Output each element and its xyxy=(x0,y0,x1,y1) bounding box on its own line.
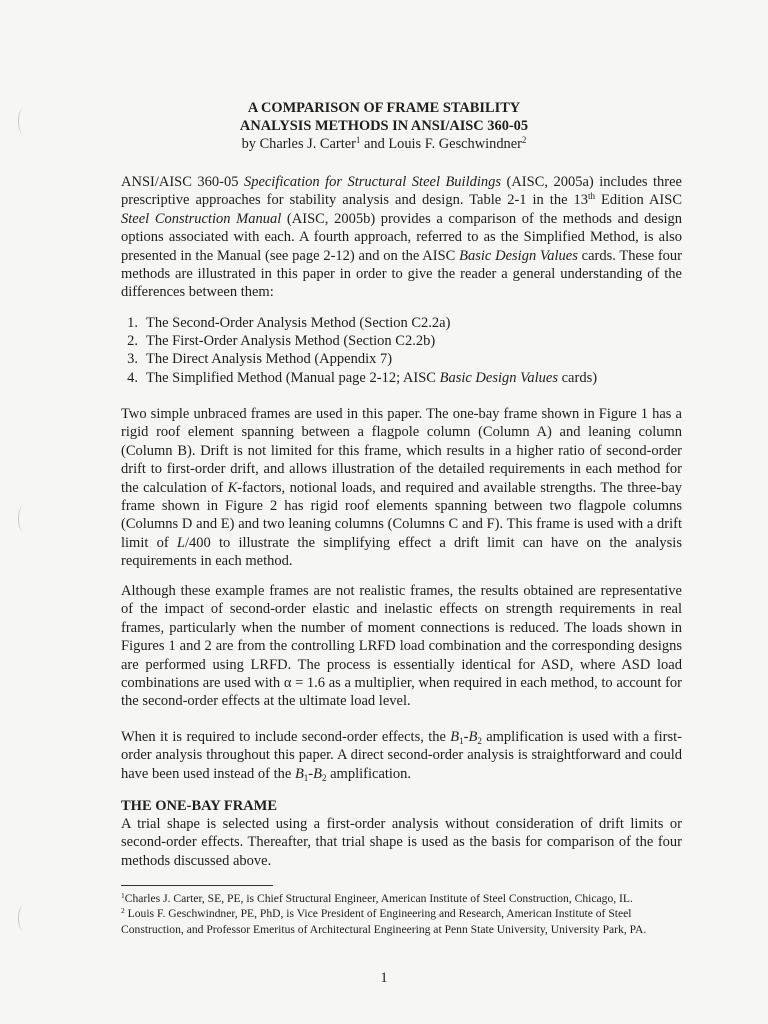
list-item: 1. The Second-Order Analysis Method (Section C2.2a) xyxy=(127,315,451,331)
paragraph-trial-shape: A trial shape is selected using a first-order analysis without consideration of drift limits or second-order effects. Thereafter, that trial shape is used as the basis for comparison of the four methods discussed above. xyxy=(121,816,682,869)
page-number: 1 xyxy=(380,970,388,986)
paragraph-amplification: When it is required to include second-order effects, the $B_1-B_2$ amplification is used with a first-order analysis throughout this paper. A direct second-order analysis is straightforward and could have been used instead of the $B_1-B_2$ amplification. xyxy=(121,729,682,783)
binder-hole-mark xyxy=(18,905,29,931)
footnote-2: $^2$ Louis F. Geschwindner, PE, PhD, is Vice President of Engineering and Research, American Institute of Steel Construction, and Professor Emeritus of Architectural Engineering at Penn State University, University Park, PA. xyxy=(121,906,647,936)
title-line-1: A COMPARISON OF FRAME STABILITY xyxy=(247,100,521,116)
footnote-divider xyxy=(121,885,273,886)
paragraph-realism: Although these example frames are not realistic frames, the results obtained are representative of the impact of second-order elastic and inelastic effects on strength requirements in real frames, particularly when the number of moment connections is reduced. The loads shown in Figures 1 and 2 are from the controlling LRFD load combination and the corresponding designs are performed using LRFD. The process is essentially identical for ASD, where ASD load combinations are used with α = 1.6 as a multiplier, when required in each method, to account for the second-order effects at the ultimate load level. xyxy=(121,583,682,710)
footnote-ref-2: 2 xyxy=(521,135,527,145)
paper-header xyxy=(0,99,768,153)
methods-list xyxy=(116,314,597,387)
byline-author-1: by Charles J. Carter xyxy=(241,136,356,152)
list-item: 3. The Direct Analysis Method (Appendix 7) xyxy=(127,351,393,368)
footnotes xyxy=(121,891,691,937)
footnote-1: $^1$Charles J. Carter, SE, PE, is Chief Structural Engineer, American Institute of Steel Construction, Chicago, IL. xyxy=(121,891,633,905)
footnote-ref-1: 1 xyxy=(355,135,361,145)
list-item: 4. The Simplified Method (Manual page 2-12; AISC Basic Design Values cards) xyxy=(127,369,598,386)
section-heading: THE ONE-BAY FRAME xyxy=(121,798,278,814)
paragraph-intro: ANSI/AISC 360-05 Specification for Structural Steel Buildings (AISC, 2005a) includes three prescriptive approaches for stability analysis and design. Table 2-1 in the 13th Edition AISC Steel Construction Manual (AISC, 2005b) provides a comparison of the methods and design options associated with each. A fourth approach, referred to as the Simplified Method, is also presented in the Manual (see page 2-12) and on the AISC Basic Design Values cards. These four methods are illustrated in this paper in order to give the reader a general understanding of the differences between them: xyxy=(121,174,683,301)
byline xyxy=(0,135,768,153)
paragraph-frames: Two simple unbraced frames are used in this paper. The one-bay frame shown in Figure 1 has a rigid roof element spanning between a flagpole column (Column A) and leaning column (Column B). Drift is not limited for this frame, which results in a higher ratio of second-order drift to first-order drift, and allows illustration of the detailed requirements in each method for the calculation of K-factors, notional loads, and required and available strengths. The three-bay frame shown in Figure 2 has rigid roof elements spanning between two flagpole columns (Columns D and E) and two leaning columns (Columns C and F). This frame is used with a drift limit of L/400 to illustrate the simplifying effect a drift limit can have on the analysis requirements in each method. xyxy=(121,406,682,570)
title-line-2: ANALYSIS METHODS IN ANSI/AISC 360-05 xyxy=(239,118,529,134)
list-item: 2. The First-Order Analysis Method (Section C2.2b) xyxy=(127,333,436,350)
binder-hole-mark xyxy=(18,506,29,532)
byline-author-2: and Louis F. Geschwindner xyxy=(360,136,522,152)
